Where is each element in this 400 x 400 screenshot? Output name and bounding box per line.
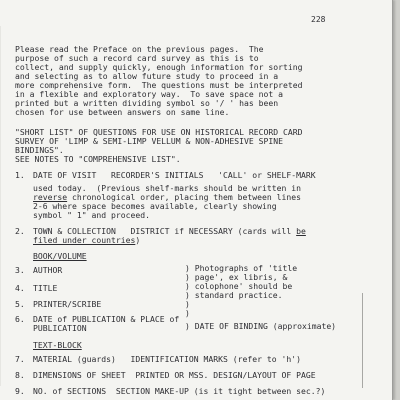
- intro-line: printed but a written dividing symbol so '/ ' has been: [15, 98, 279, 108]
- question-label: PUBLICATION: [33, 323, 87, 333]
- margin-rule: [362, 293, 363, 388]
- question-number: 5.: [15, 299, 25, 309]
- intro-line: collect, and supply quickly, enough information for sorting: [15, 62, 303, 72]
- question-number: 4.: [15, 283, 25, 293]
- photo-note-line: ): [185, 299, 190, 309]
- question-label: AUTHOR: [33, 265, 63, 275]
- question-number: 9.: [15, 386, 25, 396]
- page-number: 228: [311, 15, 326, 24]
- question-label: TITLE: [33, 283, 58, 293]
- binding-date-line: ) DATE OF BINDING (approximate): [185, 321, 337, 331]
- question-1-text: used today. (Previous shelf-marks should be written in: [33, 183, 302, 193]
- question-label: MATERIAL (guards) IDENTIFICATION MARKS (refer to 'h'): [33, 354, 302, 364]
- heading-line: SEE NOTES TO "COMPREHENSIVE LIST".: [15, 154, 181, 164]
- intro-line: more comprehensive form. The questions must be interpreted: [15, 80, 303, 90]
- photo-note-line: ): [185, 308, 190, 318]
- underlined-word: reverse: [33, 192, 68, 202]
- heading-line: SURVEY OF 'LIMP & SEMI-LIMP VELLUM & NON-ADHESIVE SPINE: [15, 136, 284, 146]
- photo-note-line: ) Photographs of 'title: [185, 263, 298, 273]
- section-heading-book: BOOK/VOLUME: [33, 251, 87, 261]
- question-1-text: symbol " 1" and proceed.: [33, 210, 150, 220]
- question-2-title: TOWN & COLLECTION DISTRICT if NECESSARY (cards will be: [33, 226, 306, 236]
- question-1-text: 2-6 where space becomes available, clearly showing: [33, 201, 277, 211]
- intro-line: in a flexible and exploratory way. To save space not a: [15, 89, 284, 99]
- photo-note-line: ) page', ex libris, &: [185, 272, 288, 282]
- question-label: DATE of PUBLICATION & PLACE of: [33, 314, 180, 324]
- question-label: DIMENSIONS OF SHEET PRINTED OR MSS. DESIGN/LAYOUT OF PAGE: [33, 370, 316, 380]
- question-1-title: DATE OF VISIT RECORDER'S INITIALS 'CALL' or SHELF-MARK: [33, 170, 316, 180]
- intro-line: Please read the Preface on the previous pages. The: [15, 44, 264, 54]
- question-number: 8.: [15, 370, 25, 380]
- heading-line: BINDINGS".: [15, 145, 64, 155]
- section-heading-text-block: TEXT-BLOCK: [33, 340, 82, 350]
- photo-note-line: ) colophone' should be: [185, 281, 293, 291]
- photo-note-line: ) standard practice.: [185, 290, 283, 300]
- question-number: 2.: [15, 226, 25, 236]
- question-number: 6.: [15, 314, 25, 324]
- heading-line: "SHORT LIST" OF QUESTIONS FOR USE ON HISTORICAL RECORD CARD: [15, 127, 303, 137]
- question-number: 3.: [15, 265, 25, 275]
- question-1-text: reverse chronological order, placing them between lines: [33, 192, 302, 202]
- intro-line: and selecting as to allow future study to proceed in a: [15, 71, 279, 81]
- intro-line: chosen for use between answers on same line.: [15, 107, 230, 117]
- question-label: NO. of SECTIONS SECTION MAKE-UP (is it tight between sec.?): [33, 386, 326, 396]
- question-2-text: filed under countries): [33, 235, 141, 245]
- question-label: PRINTER/SCRIBE: [33, 299, 102, 309]
- question-number: 7.: [15, 354, 25, 364]
- intro-line: purpose of such a record card survey as this is to: [15, 53, 259, 63]
- question-number: 1.: [15, 170, 25, 180]
